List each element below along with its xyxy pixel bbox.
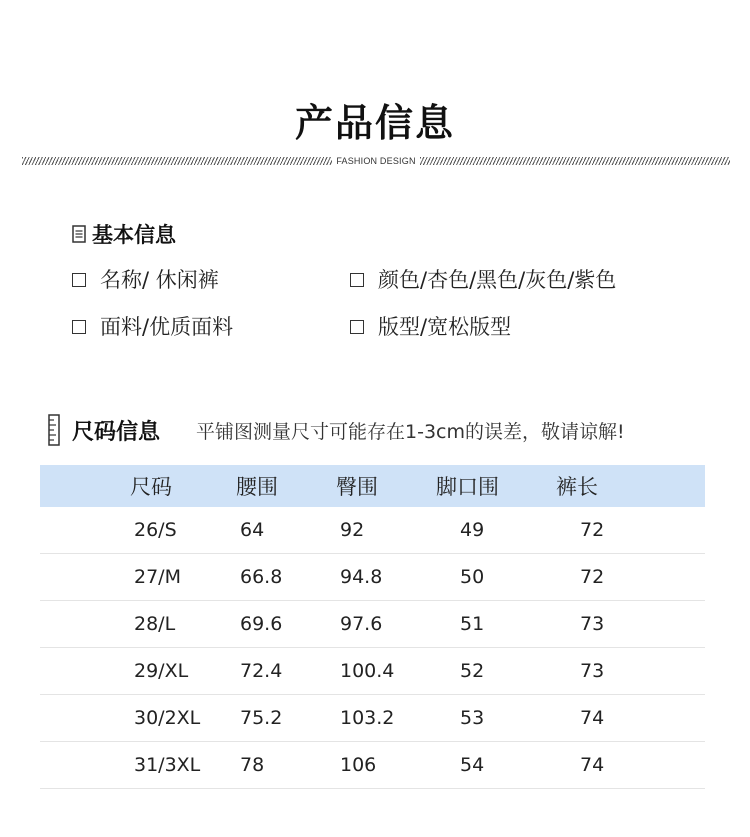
basic-info-item bbox=[72, 266, 350, 294]
table-row bbox=[40, 695, 705, 742]
ruler-icon bbox=[48, 414, 60, 446]
cell-size: 28/L bbox=[130, 601, 236, 648]
cell-size: 30/2XL bbox=[130, 695, 236, 742]
table-row bbox=[40, 507, 705, 554]
basic-info-heading: 基本信息 bbox=[92, 223, 176, 247]
basic-info-text: 名称/ 休闲裤 bbox=[100, 268, 219, 292]
row-spacer bbox=[40, 695, 130, 742]
cell-size: 29/XL bbox=[130, 648, 236, 695]
cell-waist: 72.4 bbox=[236, 648, 336, 695]
cell-length: 73 bbox=[556, 601, 705, 648]
cell-waist: 75.2 bbox=[236, 695, 336, 742]
page-title: 产品信息 bbox=[294, 101, 455, 145]
row-spacer bbox=[40, 648, 130, 695]
cell-hip: 106 bbox=[336, 742, 436, 789]
cell-size: 26/S bbox=[130, 507, 236, 554]
fashion-divider bbox=[22, 153, 730, 169]
cell-size: 27/M bbox=[130, 554, 236, 601]
column-header-waist: 腰围 bbox=[236, 465, 336, 507]
cell-waist: 78 bbox=[236, 742, 336, 789]
basic-info-text: 版型/宽松版型 bbox=[378, 315, 512, 339]
cell-leg-opening: 54 bbox=[436, 742, 556, 789]
size-info-heading-row bbox=[48, 414, 708, 446]
checkbox-icon bbox=[72, 273, 86, 287]
row-spacer bbox=[40, 742, 130, 789]
size-info-heading: 尺码信息 bbox=[72, 419, 161, 445]
cell-leg-opening: 51 bbox=[436, 601, 556, 648]
table-row bbox=[40, 742, 705, 789]
column-header-length: 裤长 bbox=[556, 465, 705, 507]
basic-info-item bbox=[72, 313, 350, 341]
divider-label: FASHION DESIGN bbox=[336, 156, 416, 166]
basic-info-text: 颜色/杏色/黑色/灰色/紫色 bbox=[378, 268, 617, 292]
cell-leg-opening: 49 bbox=[436, 507, 556, 554]
size-table bbox=[40, 465, 705, 789]
cell-leg-opening: 53 bbox=[436, 695, 556, 742]
checkbox-icon bbox=[72, 320, 86, 334]
cell-waist: 66.8 bbox=[236, 554, 336, 601]
cell-hip: 92 bbox=[336, 507, 436, 554]
column-header-hip: 臀围 bbox=[336, 465, 436, 507]
row-spacer bbox=[40, 554, 130, 601]
basic-info-item bbox=[350, 266, 670, 294]
table-row bbox=[40, 648, 705, 695]
divider-hatch-right bbox=[420, 157, 730, 165]
table-row bbox=[40, 601, 705, 648]
row-spacer bbox=[40, 507, 130, 554]
column-header-leg-opening: 脚口围 bbox=[436, 465, 556, 507]
basic-info-item bbox=[350, 313, 670, 341]
cell-length: 74 bbox=[556, 742, 705, 789]
header-spacer bbox=[40, 465, 130, 507]
document-icon bbox=[72, 225, 86, 243]
cell-leg-opening: 52 bbox=[436, 648, 556, 695]
table-header-row bbox=[40, 465, 705, 507]
cell-hip: 100.4 bbox=[336, 648, 436, 695]
basic-info-text: 面料/优质面料 bbox=[100, 315, 234, 339]
divider-hatch-left bbox=[22, 157, 332, 165]
cell-waist: 64 bbox=[236, 507, 336, 554]
checkbox-icon bbox=[350, 273, 364, 287]
cell-hip: 97.6 bbox=[336, 601, 436, 648]
basic-info-section bbox=[72, 219, 712, 341]
column-header-size: 尺码 bbox=[130, 465, 236, 507]
cell-leg-opening: 50 bbox=[436, 554, 556, 601]
basic-info-heading-row bbox=[72, 219, 712, 249]
cell-length: 73 bbox=[556, 648, 705, 695]
cell-length: 74 bbox=[556, 695, 705, 742]
cell-waist: 69.6 bbox=[236, 601, 336, 648]
cell-length: 72 bbox=[556, 554, 705, 601]
checkbox-icon bbox=[350, 320, 364, 334]
row-spacer bbox=[40, 601, 130, 648]
cell-hip: 94.8 bbox=[336, 554, 436, 601]
cell-size: 31/3XL bbox=[130, 742, 236, 789]
basic-info-grid bbox=[72, 266, 712, 341]
cell-length: 72 bbox=[556, 507, 705, 554]
size-info-note: 平铺图测量尺寸可能存在1-3cm的误差，敬请谅解! bbox=[196, 420, 625, 443]
cell-hip: 103.2 bbox=[336, 695, 436, 742]
table-row bbox=[40, 554, 705, 601]
